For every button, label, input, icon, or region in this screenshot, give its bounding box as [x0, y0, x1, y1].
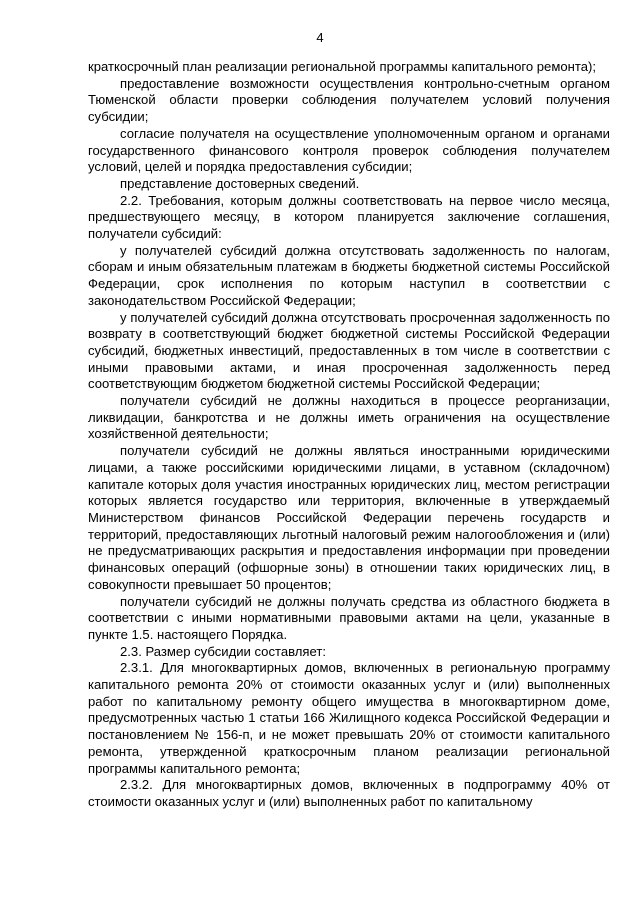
paragraph: получатели субсидий не должны являться иностранными юридическими лицами, а также российскими юридическими лицами, в уставном (складочном) капитале которых доля участия иностранных юридических лиц, местом регистрации которых является государство или территория, включенные в утверждаемый Министерством финансов Российской Федерации перечень государств и территорий, предоставляющих льготный налоговый режим налогообложения и (или) не предусматривающих раскрытия и предоставления информации при проведении финансовых операций (офшорные зоны) в отношении таких юридических лиц, в совокупности превышает 50 процентов;	[88, 443, 610, 592]
paragraph: у получателей субсидий должна отсутствовать задолженность по налогам, сборам и иным обязательным платежам в бюджеты бюджетной системы Российской Федерации, срок исполнения по которым наступил в соответствии с законодательством Российской Федерации;	[88, 242, 610, 308]
paragraph: краткосрочный план реализации региональной программы капитального ремонта);	[88, 59, 596, 74]
page-number: 4	[316, 30, 324, 45]
paragraph: согласие получателя на осуществление уполномоченным органом и органами государственного финансового контроля проверок соблюдения получателем условий, целей и порядка предоставления субсидии;	[88, 125, 610, 175]
section-2-3-2-paragraph: 2.3.2. Для многоквартирных домов, включенных в подпрограмму 40% от стоимости оказанных услуг и (или) выполненных работ по капитальному	[88, 777, 610, 809]
section-2-3-heading: 2.3. Размер субсидии составляет:	[120, 643, 327, 659]
paragraph: получатели субсидий не должны получать средства из областного бюджета в соответствии с иными нормативными правовыми актами на цели, указанные в пункте 1.5. настоящего Порядка.	[88, 593, 610, 642]
paragraph: предоставление возможности осуществления контрольно-счетным органом Тюменской области проверки соблюдения получателем условий получения субсидии;	[88, 75, 610, 125]
section-2-2-paragraph: 2.2. Требования, которым должны соответствовать на первое число месяца, предшествующего месяцу, в котором планируется заключение соглашения, получатели субсидий:	[88, 192, 610, 242]
paragraph: представление достоверных сведений.	[120, 175, 360, 191]
document-body	[88, 59, 610, 811]
paragraph: у получателей субсидий должна отсутствовать просроченная задолженность по возврату в соответствующий бюджет бюджетной системы Российской Федерации субсидий, бюджетных инвестиций, предоставленных в том числе в соответствии с иными правовыми актами, и иная просроченная задолженность перед соответствующим бюджетом бюджетной системы Российской Федерации;	[88, 309, 610, 392]
section-2-3-1-paragraph: 2.3.1. Для многоквартирных домов, включенных в региональную программу капитального ремонта 20% от стоимости оказанных услуг и (или) выполненных работ по капитальному ремонту общего имущества в многоквартирном доме, предусмотренных частью 1 статьи 166 Жилищного кодекса Российской Федерации и постановлением № 156-п, и не может превышать 20% от стоимости капитального ремонта, утвержденной краткосрочным планом реализации региональной программы капитального ремонта;	[88, 660, 610, 776]
paragraph: получатели субсидий не должны находиться в процессе реорганизации, ликвидации, банкротства и не должны иметь ограничения на осуществление хозяйственной деятельности;	[88, 393, 610, 442]
